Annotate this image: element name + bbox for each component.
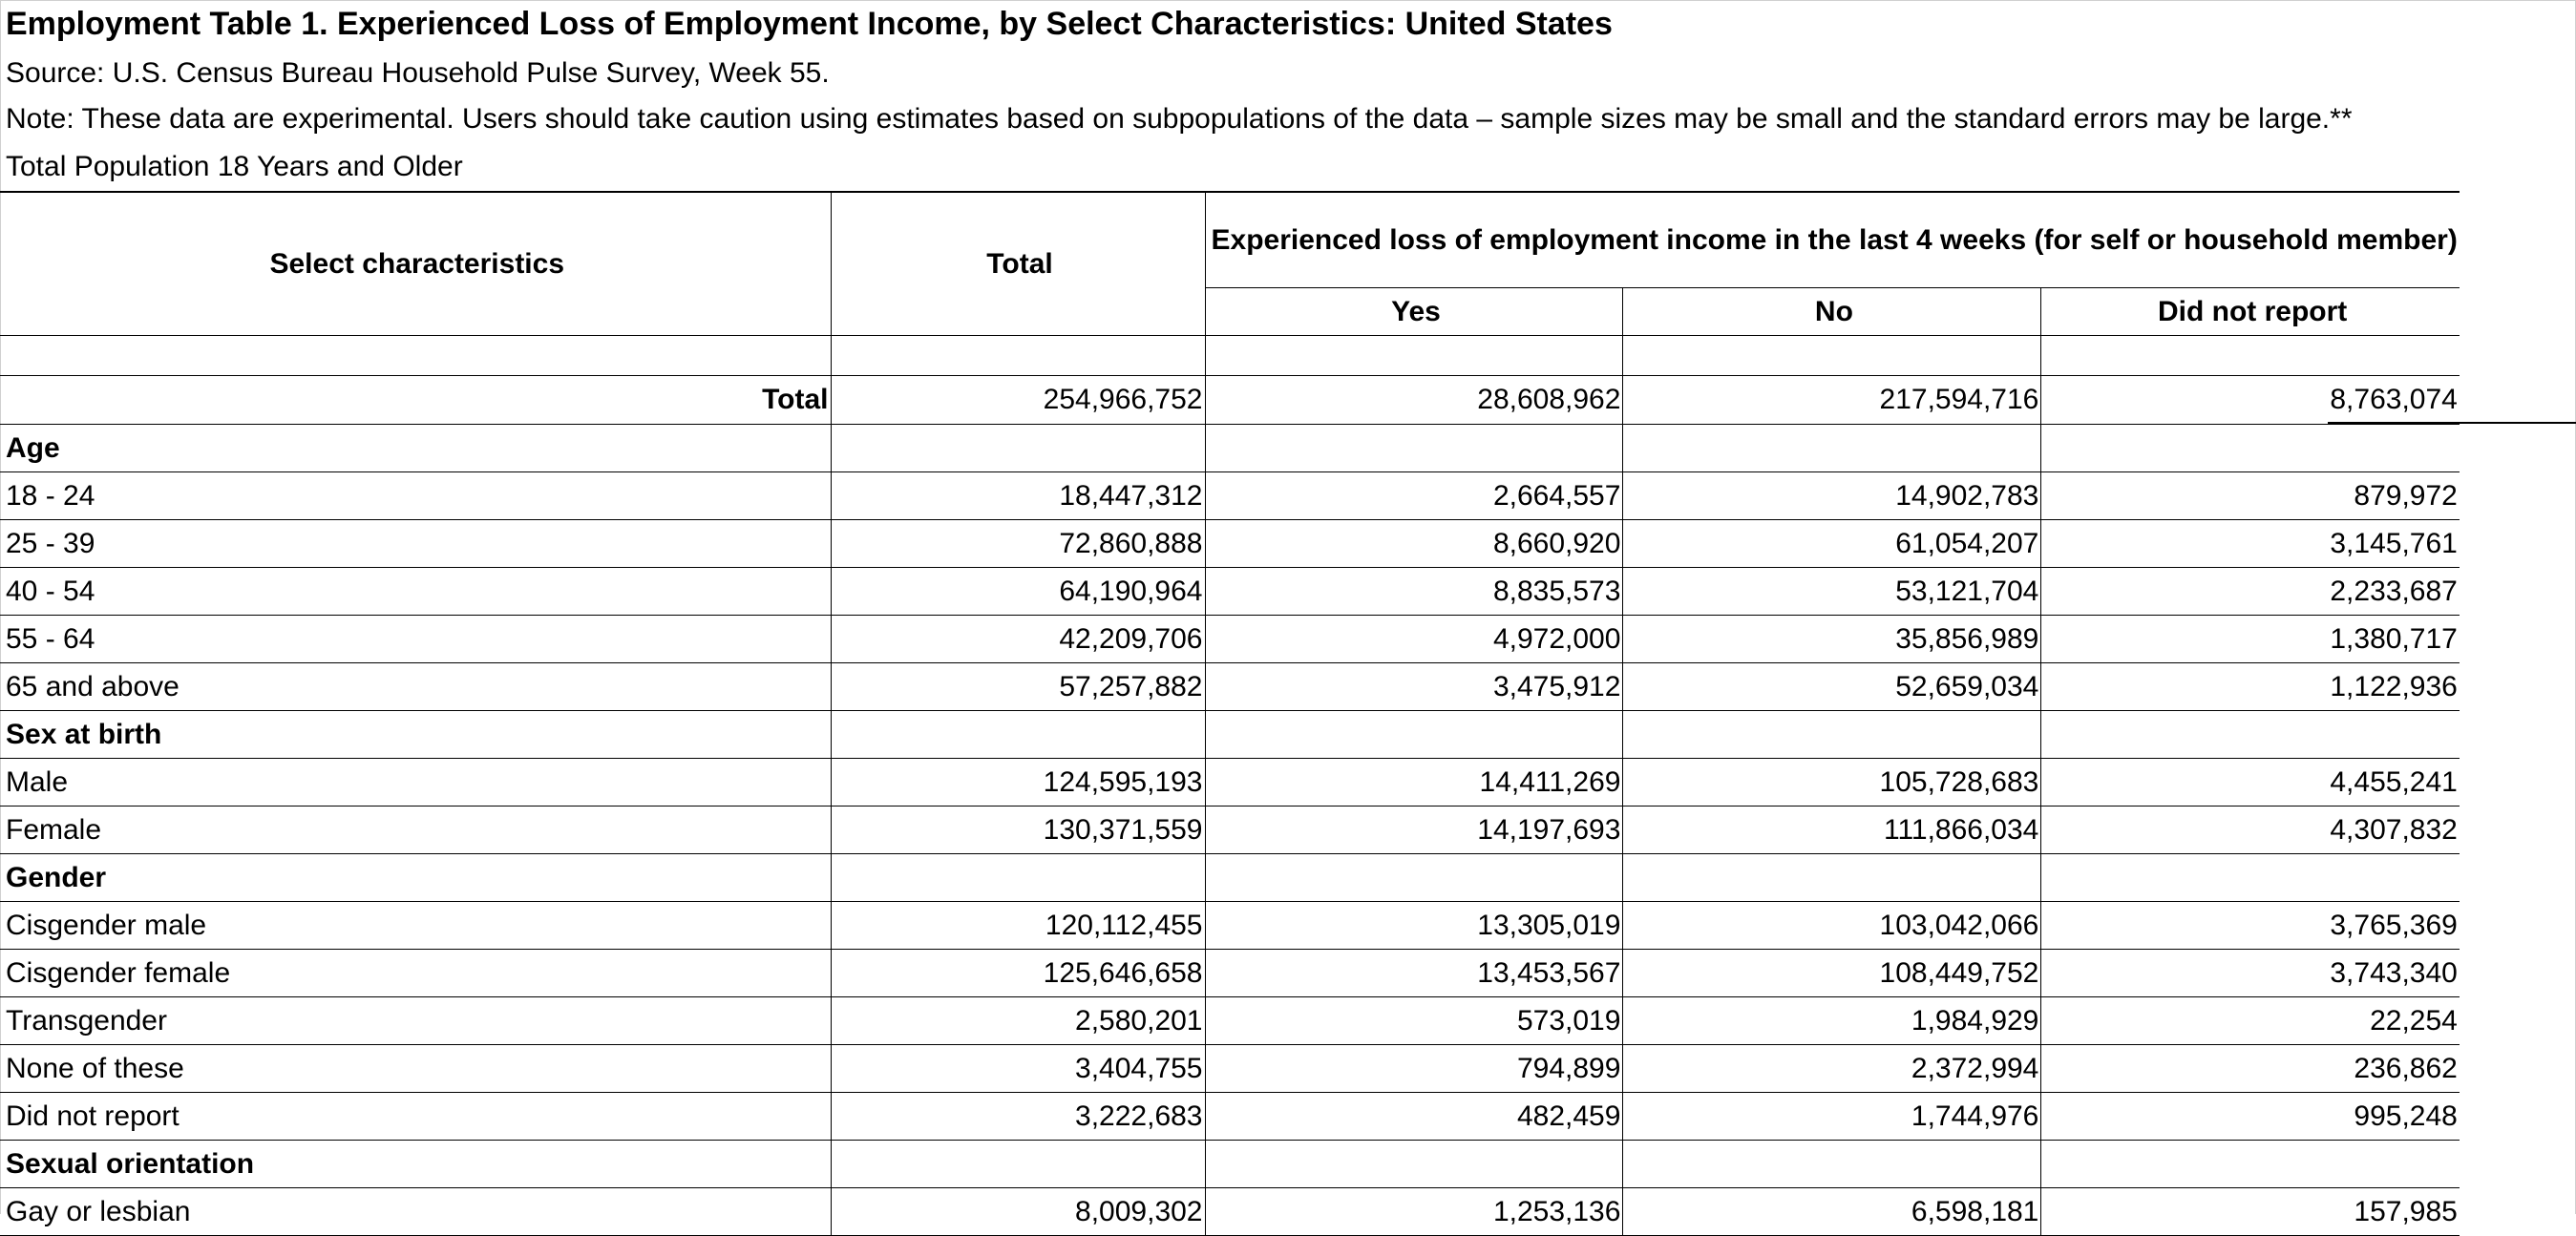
cell-did-not-report: 1,122,936 (2041, 663, 2460, 711)
cell-yes: 14,197,693 (1205, 807, 1623, 854)
header-no: No (1623, 288, 2041, 336)
cell-did-not-report: 3,765,369 (2041, 902, 2460, 950)
cell-total: 130,371,559 (831, 807, 1205, 854)
total-row-total: 254,966,752 (831, 376, 1205, 425)
cell-no: 103,042,066 (1623, 902, 2041, 950)
row-label: Transgender (0, 997, 831, 1045)
cell-did-not-report: 236,862 (2041, 1045, 2460, 1093)
total-row-label: Total (0, 376, 831, 425)
cell-no: 35,856,989 (1623, 616, 2041, 663)
cell-no: 53,121,704 (1623, 568, 2041, 616)
cell-yes: 8,660,920 (1205, 520, 1623, 568)
cell-no: 1,744,976 (1623, 1093, 2041, 1141)
sheet-top-edge (0, 0, 2576, 1)
note-line: Note: These data are experimental. Users should take caution using estimates based on subpopulations of the data – sample sizes may be small and the standard errors may be large.** (6, 103, 2353, 135)
source-line: Source: U.S. Census Bureau Household Pulse Survey, Week 55. (6, 57, 830, 89)
cell-total: 3,222,683 (831, 1093, 1205, 1141)
table-body (0, 336, 2460, 1236)
cell-no: 111,866,034 (1623, 807, 2041, 854)
table-row (0, 1188, 2460, 1236)
section-label: Sex at birth (0, 711, 831, 759)
cell-yes: 1,253,136 (1205, 1188, 1623, 1236)
table-row (0, 1045, 2460, 1093)
cell-no: 14,902,783 (1623, 472, 2041, 520)
header-income-loss-group: Experienced loss of employment income in the last 4 weeks (for self or household member) (1205, 192, 2460, 288)
row-label: Cisgender female (0, 950, 831, 997)
header-yes: Yes (1205, 288, 1623, 336)
cell-did-not-report: 4,455,241 (2041, 759, 2460, 807)
cell-did-not-report: 879,972 (2041, 472, 2460, 520)
cell-no: 108,449,752 (1623, 950, 2041, 997)
table-title: Employment Table 1. Experienced Loss of Employment Income, by Select Characteristics: United States (6, 6, 1613, 42)
population-line: Total Population 18 Years and Older (6, 151, 463, 182)
cell-yes: 573,019 (1205, 997, 1623, 1045)
cell-did-not-report: 3,145,761 (2041, 520, 2460, 568)
table-row (0, 616, 2460, 663)
section-label: Age (0, 425, 831, 472)
cell-total: 120,112,455 (831, 902, 1205, 950)
table-row (0, 950, 2460, 997)
table-row (0, 807, 2460, 854)
row-label: None of these (0, 1045, 831, 1093)
cell-no: 105,728,683 (1623, 759, 2041, 807)
cell-did-not-report: 1,380,717 (2041, 616, 2460, 663)
table-row (0, 902, 2460, 950)
section-row (0, 854, 2460, 902)
row-label: Gay or lesbian (0, 1188, 831, 1236)
table-row (0, 759, 2460, 807)
section-row (0, 1141, 2460, 1188)
section-row (0, 425, 2460, 472)
header-select-characteristics: Select characteristics (0, 192, 831, 336)
cell-yes: 3,475,912 (1205, 663, 1623, 711)
cell-did-not-report: 157,985 (2041, 1188, 2460, 1236)
row-label: 18 - 24 (0, 472, 831, 520)
table-row (0, 520, 2460, 568)
header-did-not-report: Did not report (2041, 288, 2460, 336)
row-label: 55 - 64 (0, 616, 831, 663)
row-label: 40 - 54 (0, 568, 831, 616)
cell-yes: 14,411,269 (1205, 759, 1623, 807)
cell-did-not-report: 2,233,687 (2041, 568, 2460, 616)
cell-yes: 13,453,567 (1205, 950, 1623, 997)
cell-did-not-report: 4,307,832 (2041, 807, 2460, 854)
section-label: Gender (0, 854, 831, 902)
table-row (0, 663, 2460, 711)
blank-row (0, 336, 2460, 376)
table-row (0, 472, 2460, 520)
total-row-border-extension (2328, 422, 2576, 424)
row-label: 25 - 39 (0, 520, 831, 568)
row-label: Cisgender male (0, 902, 831, 950)
total-row-yes: 28,608,962 (1205, 376, 1623, 425)
header-total: Total (831, 192, 1205, 336)
section-row (0, 711, 2460, 759)
cell-no: 6,598,181 (1623, 1188, 2041, 1236)
cell-total: 2,580,201 (831, 997, 1205, 1045)
cell-total: 72,860,888 (831, 520, 1205, 568)
cell-yes: 8,835,573 (1205, 568, 1623, 616)
cell-total: 8,009,302 (831, 1188, 1205, 1236)
cell-did-not-report: 3,743,340 (2041, 950, 2460, 997)
cell-yes: 2,664,557 (1205, 472, 1623, 520)
cell-total: 64,190,964 (831, 568, 1205, 616)
total-row (0, 376, 2460, 425)
cell-did-not-report: 22,254 (2041, 997, 2460, 1045)
cell-yes: 13,305,019 (1205, 902, 1623, 950)
row-label: Male (0, 759, 831, 807)
cell-total: 18,447,312 (831, 472, 1205, 520)
cell-total: 3,404,755 (831, 1045, 1205, 1093)
cell-no: 61,054,207 (1623, 520, 2041, 568)
cell-yes: 794,899 (1205, 1045, 1623, 1093)
cell-no: 1,984,929 (1623, 997, 2041, 1045)
total-row-no: 217,594,716 (1623, 376, 2041, 425)
cell-no: 52,659,034 (1623, 663, 2041, 711)
row-label: 65 and above (0, 663, 831, 711)
row-label: Female (0, 807, 831, 854)
row-label: Did not report (0, 1093, 831, 1141)
cell-yes: 4,972,000 (1205, 616, 1623, 663)
cell-did-not-report: 995,248 (2041, 1093, 2460, 1141)
section-label: Sexual orientation (0, 1141, 831, 1188)
cell-total: 57,257,882 (831, 663, 1205, 711)
table-row (0, 1093, 2460, 1141)
cell-no: 2,372,994 (1623, 1045, 2041, 1093)
table-row (0, 568, 2460, 616)
cell-total: 124,595,193 (831, 759, 1205, 807)
employment-table (0, 191, 2460, 1236)
table-row (0, 997, 2460, 1045)
cell-total: 125,646,658 (831, 950, 1205, 997)
cell-yes: 482,459 (1205, 1093, 1623, 1141)
total-row-did-not-report: 8,763,074 (2041, 376, 2460, 425)
cell-total: 42,209,706 (831, 616, 1205, 663)
